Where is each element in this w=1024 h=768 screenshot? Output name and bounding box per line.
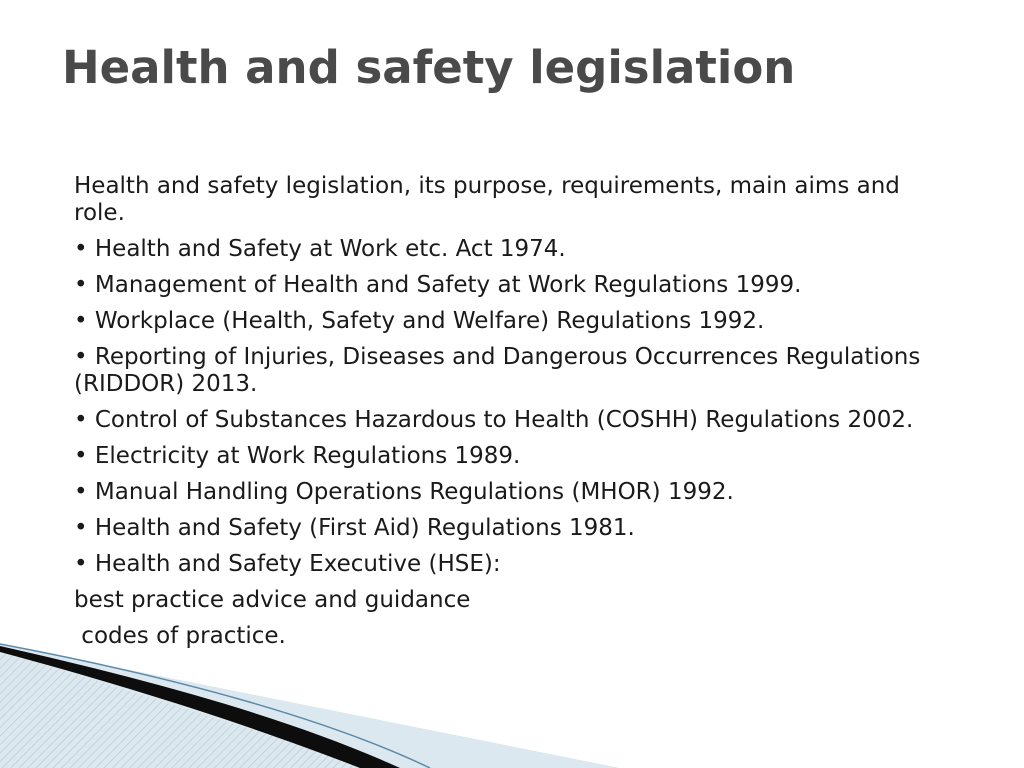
slide-body — [74, 173, 944, 659]
bullet-item: • Health and Safety (First Aid) Regulations 1981. — [74, 515, 635, 541]
bullet-item: • Manual Handling Operations Regulations (MHOR) 1992. — [74, 479, 734, 505]
body-paragraph-intro: Health and safety legislation, its purpose, requirements, main aims and role. — [74, 173, 900, 226]
decorative-swoosh — [0, 600, 1024, 768]
bullet-item: • Control of Substances Hazardous to Health (COSHH) Regulations 2002. — [74, 407, 914, 433]
bullet-item: • Reporting of Injuries, Diseases and Dangerous Occurrences Regulations (RIDDOR) 2013. — [74, 344, 921, 397]
bullet-item: • Electricity at Work Regulations 1989. — [74, 443, 521, 469]
body-paragraph: best practice advice and guidance — [74, 587, 471, 613]
body-paragraph: codes of practice. — [74, 623, 286, 649]
bullet-item: • Workplace (Health, Safety and Welfare) Regulations 1992. — [74, 308, 765, 334]
slide-title: Health and safety legislation — [62, 41, 796, 94]
bullet-item: • Health and Safety Executive (HSE): — [74, 551, 501, 577]
bullet-item: • Management of Health and Safety at Work Regulations 1999. — [74, 272, 802, 298]
bullet-item: • Health and Safety at Work etc. Act 1974. — [74, 236, 566, 262]
